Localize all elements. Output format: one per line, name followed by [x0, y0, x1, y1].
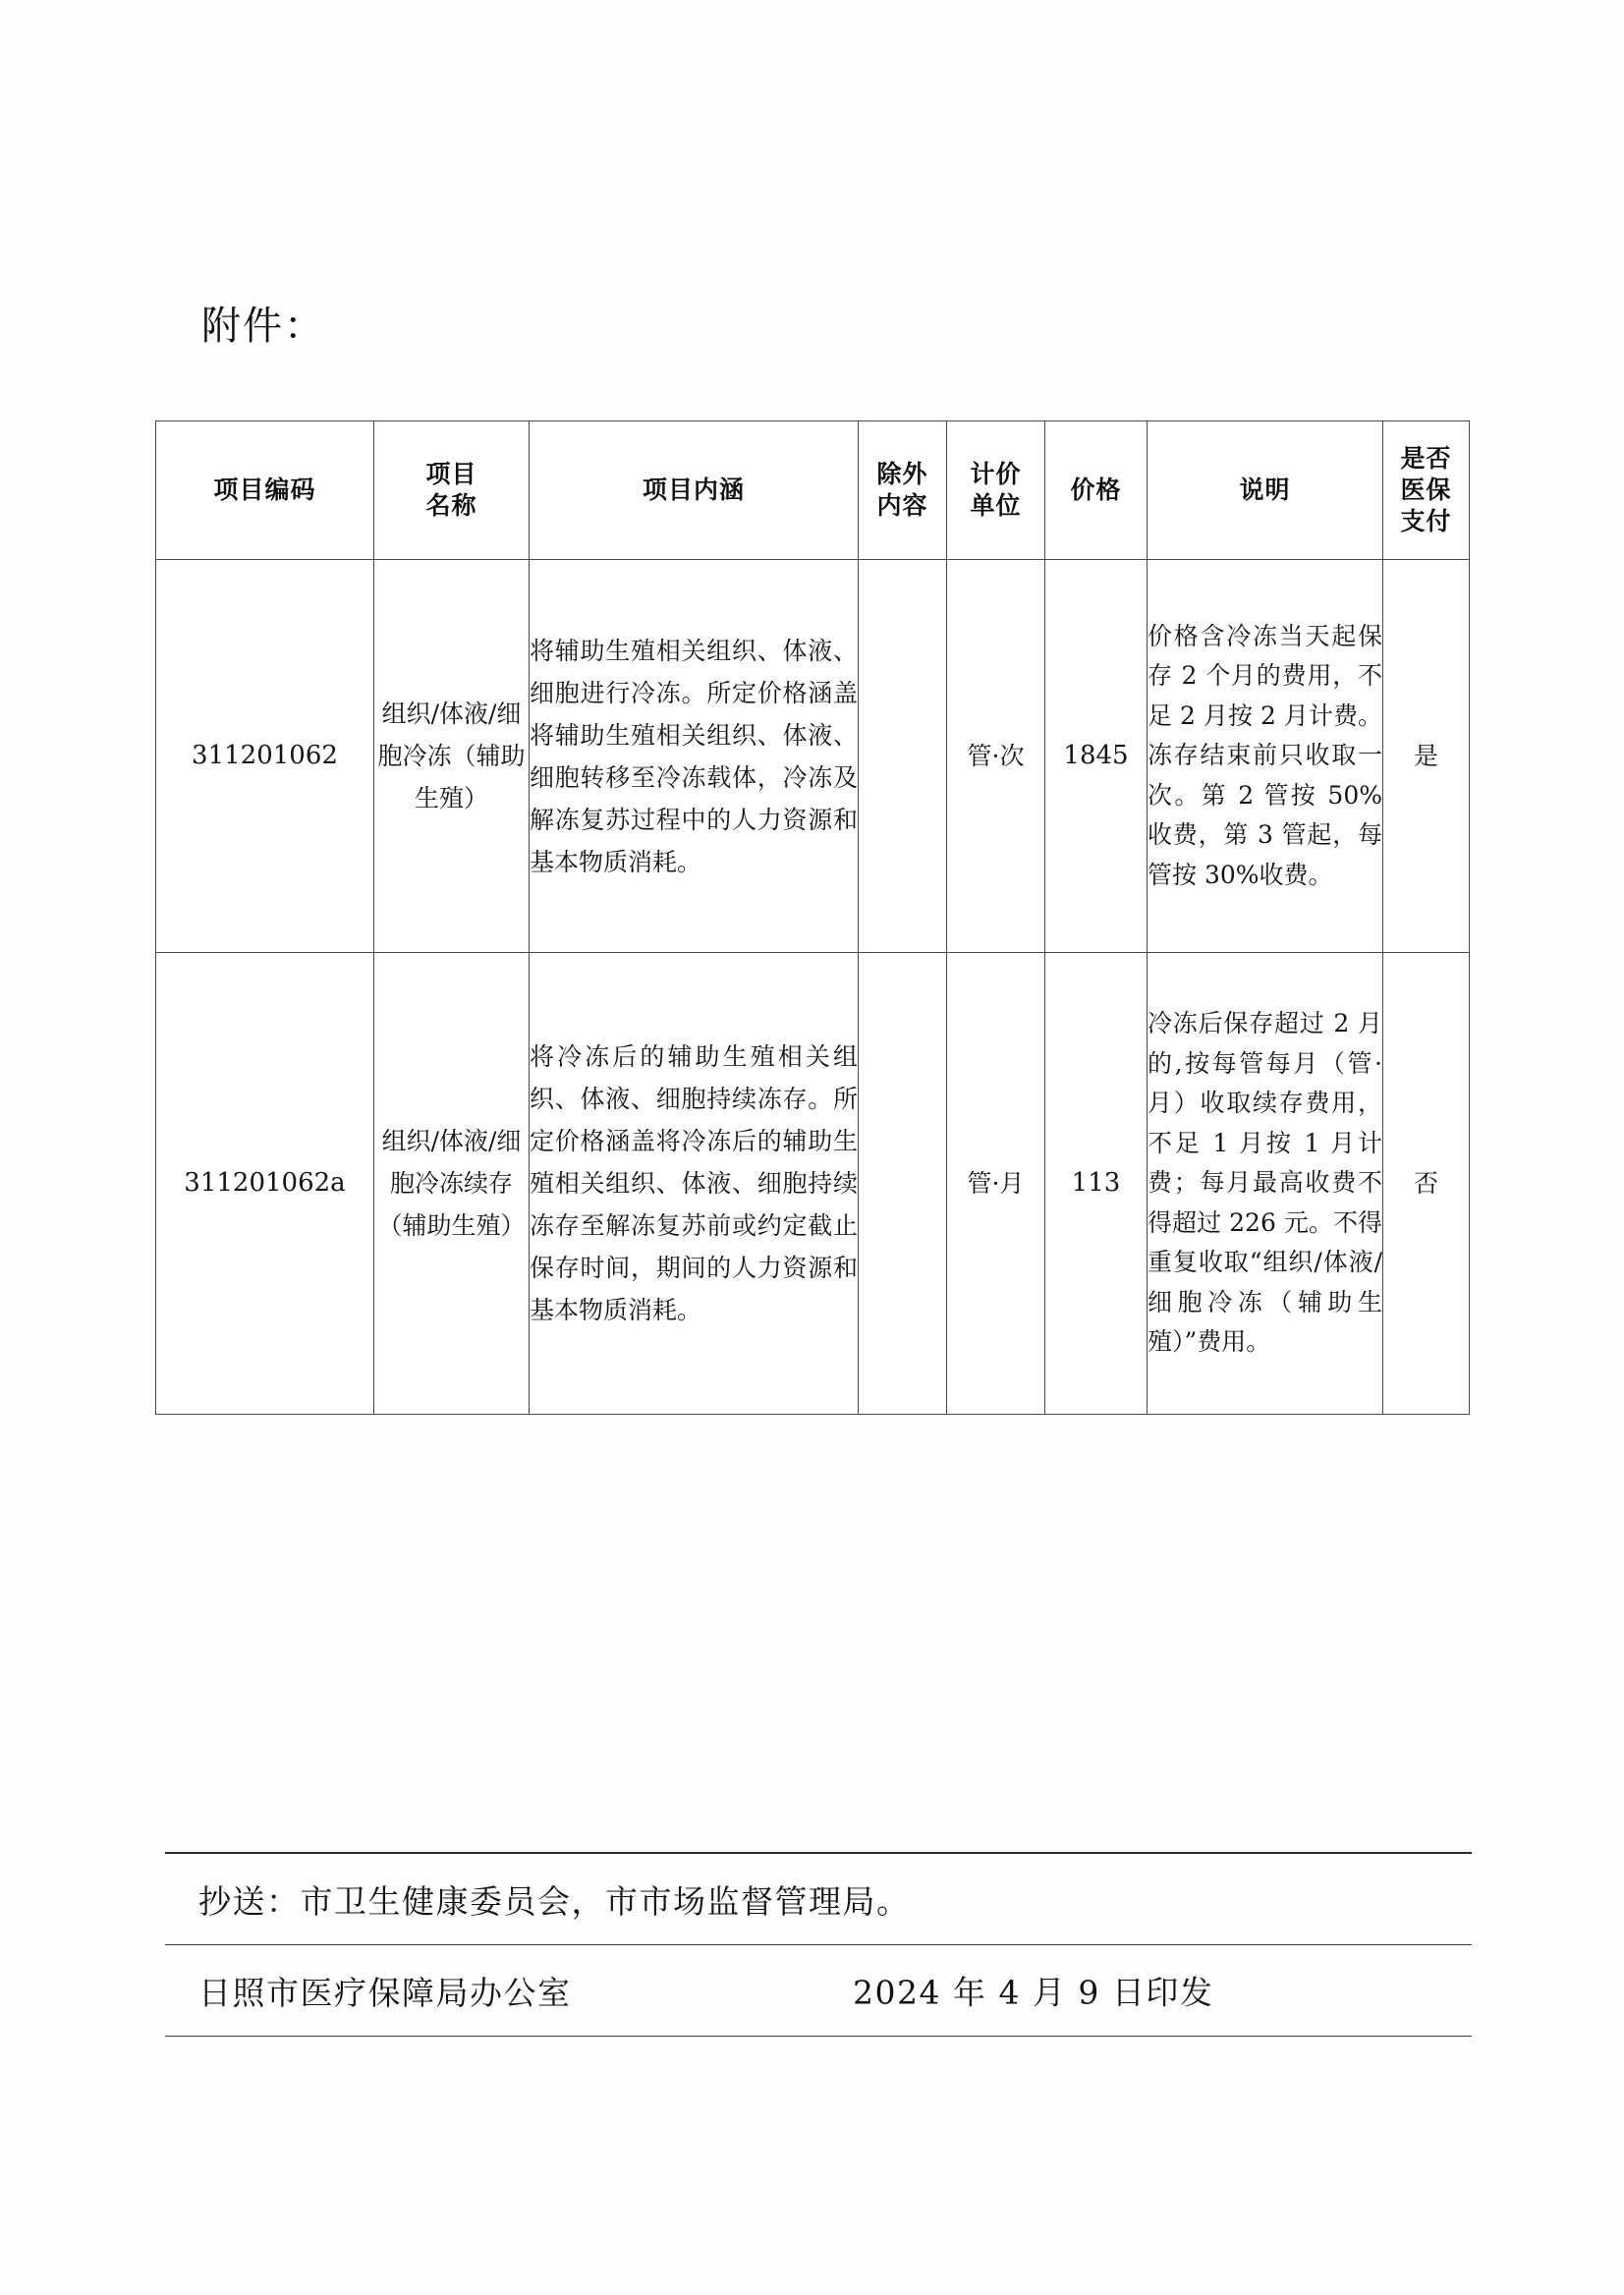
cell-description: 冷冻后保存超过 2 月的,按每管每月（管·月）收取续存费用，不足 1 月按 1 月计费；每月最高收费不得超过 226 元。不得重复收取“组织/体液/细胞冷冻（辅助生殖）”费用。: [1148, 953, 1383, 1415]
header-cell-connotation: [530, 421, 859, 560]
header-cell-description: [1148, 421, 1383, 560]
header-cell-unit: [947, 421, 1045, 560]
cell-name: 组织/体液/细胞冷冻（辅助生殖）: [374, 560, 530, 953]
document-footer: [165, 1852, 1472, 2037]
cell-connotation: 将辅助生殖相关组织、体液、细胞进行冷冻。所定价格涵盖将辅助生殖相关组织、体液、细胞转移至冷冻载体，冷冻及解冻复苏过程中的人力资源和基本物质消耗。: [530, 560, 859, 953]
header-label-price: 价格: [1070, 476, 1122, 504]
cell-code: 311201062: [156, 560, 374, 953]
header-label-insurance-line2: 医保: [1400, 476, 1452, 504]
cell-exclusion: [859, 953, 947, 1415]
footer-issuer-line: [165, 1945, 1472, 2036]
cell-price: 113: [1045, 953, 1148, 1415]
footer-cc-text: 抄送：市卫生健康委员会，市市场监督管理局。: [198, 1881, 911, 1921]
header-label-code: 项目编码: [213, 476, 316, 504]
header-cell-insurance: [1383, 421, 1470, 560]
header-label-connotation: 项目内涵: [642, 476, 745, 504]
cell-code: 311201062a: [156, 953, 374, 1415]
header-label-insurance-line3: 支付: [1400, 507, 1452, 535]
header-label-insurance-line1: 是否: [1400, 444, 1452, 473]
table-header-row: [156, 421, 1470, 560]
table-row: [156, 560, 1470, 953]
medical-price-table: [155, 420, 1470, 1415]
header-label-unit-line2: 单位: [970, 491, 1022, 520]
cell-description: 价格含冷冻当天起保存 2 个月的费用，不足 2 月按 2 月计费。冻存结束前只收取一次。第 2 管按 50%收费，第 3 管起，每管按 30%收费。: [1148, 560, 1383, 953]
header-cell-exclusion: [859, 421, 947, 560]
cell-insurance: 否: [1383, 953, 1470, 1415]
cell-name: 组织/体液/细胞冷冻续存（辅助生殖）: [374, 953, 530, 1415]
cell-unit: 管·月: [947, 953, 1045, 1415]
cell-unit: 管·次: [947, 560, 1045, 953]
cell-insurance: 是: [1383, 560, 1470, 953]
price-table-container: [155, 420, 1469, 1415]
footer-cc-line: [165, 1854, 1472, 1944]
header-label-unit-line1: 计价: [970, 460, 1022, 488]
header-cell-name: [374, 421, 530, 560]
attachment-label: 附件：: [201, 304, 325, 349]
table-row: [156, 953, 1470, 1415]
header-label-exclusion-line1: 除外: [876, 460, 928, 488]
footer-office-text: 日照市医疗保障局办公室: [198, 1973, 572, 2012]
cell-exclusion: [859, 560, 947, 953]
footer-date-text: 2024 年 4 月 9 日印发: [853, 1973, 1214, 2012]
header-cell-price: [1045, 421, 1148, 560]
header-label-description: 说明: [1239, 476, 1291, 504]
header-label-exclusion-line2: 内容: [876, 491, 928, 520]
cell-price: 1845: [1045, 560, 1148, 953]
footer-divider-bottom: [165, 2036, 1472, 2037]
header-cell-code: [156, 421, 374, 560]
cell-connotation: 将冷冻后的辅助生殖相关组织、体液、细胞持续冻存。所定价格涵盖将冷冻后的辅助生殖相关组织、体液、细胞持续冻存至解冻复苏前或约定截止保存时间，期间的人力资源和基本物质消耗。: [530, 953, 859, 1415]
header-label-name-line1: 项目: [425, 460, 477, 488]
header-label-name-line2: 名称: [425, 491, 477, 520]
